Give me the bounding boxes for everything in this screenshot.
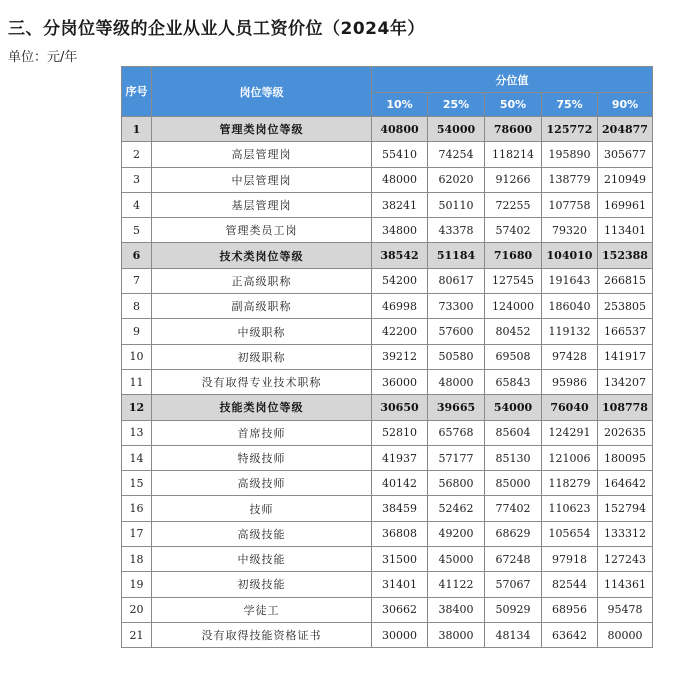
row-level-name: 没有取得专业技术职称 — [152, 369, 372, 394]
row-value-p10: 41937 — [372, 445, 428, 470]
row-value-p50: 65843 — [485, 369, 542, 394]
header-p50: 50% — [485, 93, 542, 117]
row-level-name: 基层管理岗 — [152, 192, 372, 217]
row-value-p10: 46998 — [372, 294, 428, 319]
row-value-p90: 253805 — [598, 294, 653, 319]
row-number: 2 — [122, 142, 152, 167]
row-value-p75: 105654 — [542, 521, 598, 546]
row-value-p50: 91266 — [485, 167, 542, 192]
row-value-p75: 186040 — [542, 294, 598, 319]
row-value-p75: 191643 — [542, 268, 598, 293]
row-number: 8 — [122, 294, 152, 319]
row-value-p25: 57177 — [428, 445, 485, 470]
row-level-name: 首席技师 — [152, 420, 372, 445]
table-body — [122, 117, 653, 648]
row-value-p10: 55410 — [372, 142, 428, 167]
row-value-p10: 31500 — [372, 547, 428, 572]
page-title: 三、分岗位等级的企业从业人员工资价位（2024年） — [8, 19, 425, 39]
row-value-p50: 57067 — [485, 572, 542, 597]
row-value-p75: 97918 — [542, 547, 598, 572]
row-value-p75: 119132 — [542, 319, 598, 344]
row-level-name: 学徒工 — [152, 597, 372, 622]
row-level-name: 没有取得技能资格证书 — [152, 622, 372, 647]
row-value-p50: 69508 — [485, 344, 542, 369]
row-number: 1 — [122, 117, 152, 142]
row-value-p25: 39665 — [428, 395, 485, 420]
table-category-row — [122, 117, 653, 142]
row-value-p75: 82544 — [542, 572, 598, 597]
row-number: 13 — [122, 420, 152, 445]
row-value-p10: 36808 — [372, 521, 428, 546]
row-value-p25: 48000 — [428, 369, 485, 394]
row-number: 18 — [122, 547, 152, 572]
row-number: 11 — [122, 369, 152, 394]
row-value-p90: 108778 — [598, 395, 653, 420]
row-value-p25: 45000 — [428, 547, 485, 572]
row-value-p50: 48134 — [485, 622, 542, 647]
table-row — [122, 268, 653, 293]
row-value-p50: 124000 — [485, 294, 542, 319]
row-value-p25: 38400 — [428, 597, 485, 622]
row-value-p10: 38542 — [372, 243, 428, 268]
row-value-p10: 39212 — [372, 344, 428, 369]
header-level: 岗位等级 — [152, 67, 372, 117]
row-value-p50: 57402 — [485, 218, 542, 243]
row-value-p50: 78600 — [485, 117, 542, 142]
header-percentile-group: 分位值 — [372, 67, 653, 93]
row-value-p50: 71680 — [485, 243, 542, 268]
table-row — [122, 319, 653, 344]
row-value-p25: 54000 — [428, 117, 485, 142]
table-row — [122, 622, 653, 647]
row-number: 20 — [122, 597, 152, 622]
row-value-p90: 141917 — [598, 344, 653, 369]
row-value-p25: 50580 — [428, 344, 485, 369]
row-value-p25: 51184 — [428, 243, 485, 268]
row-value-p75: 104010 — [542, 243, 598, 268]
row-value-p25: 49200 — [428, 521, 485, 546]
table-row — [122, 572, 653, 597]
row-level-name: 管理类员工岗 — [152, 218, 372, 243]
row-number: 7 — [122, 268, 152, 293]
row-value-p75: 110623 — [542, 496, 598, 521]
row-value-p90: 80000 — [598, 622, 653, 647]
row-value-p75: 63642 — [542, 622, 598, 647]
table-category-row — [122, 243, 653, 268]
row-value-p75: 121006 — [542, 445, 598, 470]
table-row — [122, 218, 653, 243]
row-value-p50: 50929 — [485, 597, 542, 622]
row-number: 21 — [122, 622, 152, 647]
row-value-p75: 125772 — [542, 117, 598, 142]
table-row — [122, 369, 653, 394]
row-level-name: 中级职称 — [152, 319, 372, 344]
row-value-p10: 52810 — [372, 420, 428, 445]
row-value-p10: 36000 — [372, 369, 428, 394]
row-value-p25: 80617 — [428, 268, 485, 293]
row-level-name: 副高级职称 — [152, 294, 372, 319]
row-level-name: 高级技师 — [152, 471, 372, 496]
row-value-p90: 95478 — [598, 597, 653, 622]
row-value-p25: 43378 — [428, 218, 485, 243]
row-level-name: 初级职称 — [152, 344, 372, 369]
row-value-p50: 67248 — [485, 547, 542, 572]
row-level-name: 初级技能 — [152, 572, 372, 597]
row-value-p75: 118279 — [542, 471, 598, 496]
table-row — [122, 496, 653, 521]
row-value-p90: 180095 — [598, 445, 653, 470]
table-row — [122, 471, 653, 496]
table-header — [122, 67, 653, 117]
row-value-p90: 169961 — [598, 192, 653, 217]
row-value-p25: 57600 — [428, 319, 485, 344]
row-level-name: 技能类岗位等级 — [152, 395, 372, 420]
row-value-p75: 107758 — [542, 192, 598, 217]
row-number: 19 — [122, 572, 152, 597]
row-value-p25: 65768 — [428, 420, 485, 445]
header-p75: 75% — [542, 93, 598, 117]
row-value-p75: 97428 — [542, 344, 598, 369]
row-number: 15 — [122, 471, 152, 496]
row-value-p50: 118214 — [485, 142, 542, 167]
row-value-p90: 166537 — [598, 319, 653, 344]
row-level-name: 管理类岗位等级 — [152, 117, 372, 142]
header-p90: 90% — [598, 93, 653, 117]
row-value-p10: 38241 — [372, 192, 428, 217]
table-row — [122, 547, 653, 572]
row-value-p50: 72255 — [485, 192, 542, 217]
row-value-p50: 85000 — [485, 471, 542, 496]
row-value-p75: 195890 — [542, 142, 598, 167]
row-value-p25: 62020 — [428, 167, 485, 192]
row-value-p10: 38459 — [372, 496, 428, 521]
row-number: 10 — [122, 344, 152, 369]
row-value-p90: 266815 — [598, 268, 653, 293]
row-value-p10: 30662 — [372, 597, 428, 622]
row-level-name: 正高级职称 — [152, 268, 372, 293]
header-seq: 序号 — [122, 67, 152, 117]
table-row — [122, 142, 653, 167]
row-value-p25: 50110 — [428, 192, 485, 217]
header-p10: 10% — [372, 93, 428, 117]
header-p25: 25% — [428, 93, 485, 117]
table-row — [122, 344, 653, 369]
row-value-p90: 204877 — [598, 117, 653, 142]
row-level-name: 中层管理岗 — [152, 167, 372, 192]
row-value-p25: 56800 — [428, 471, 485, 496]
row-value-p90: 210949 — [598, 167, 653, 192]
row-value-p10: 42200 — [372, 319, 428, 344]
row-value-p90: 305677 — [598, 142, 653, 167]
row-value-p90: 134207 — [598, 369, 653, 394]
row-value-p10: 30000 — [372, 622, 428, 647]
row-number: 6 — [122, 243, 152, 268]
row-value-p10: 31401 — [372, 572, 428, 597]
row-level-name: 中级技能 — [152, 547, 372, 572]
row-level-name: 特级技师 — [152, 445, 372, 470]
row-number: 9 — [122, 319, 152, 344]
wage-table — [121, 66, 653, 648]
row-number: 5 — [122, 218, 152, 243]
row-value-p50: 127545 — [485, 268, 542, 293]
row-value-p10: 34800 — [372, 218, 428, 243]
table-row — [122, 420, 653, 445]
row-value-p25: 38000 — [428, 622, 485, 647]
row-level-name: 高层管理岗 — [152, 142, 372, 167]
table-row — [122, 597, 653, 622]
row-level-name: 技师 — [152, 496, 372, 521]
row-value-p75: 68956 — [542, 597, 598, 622]
row-value-p75: 124291 — [542, 420, 598, 445]
table-row — [122, 192, 653, 217]
row-level-name: 技术类岗位等级 — [152, 243, 372, 268]
row-number: 16 — [122, 496, 152, 521]
row-value-p25: 73300 — [428, 294, 485, 319]
row-value-p50: 54000 — [485, 395, 542, 420]
row-value-p90: 114361 — [598, 572, 653, 597]
row-value-p50: 85604 — [485, 420, 542, 445]
table-row — [122, 167, 653, 192]
row-level-name: 高级技能 — [152, 521, 372, 546]
row-value-p90: 202635 — [598, 420, 653, 445]
row-value-p50: 77402 — [485, 496, 542, 521]
row-number: 14 — [122, 445, 152, 470]
row-number: 3 — [122, 167, 152, 192]
table-row — [122, 294, 653, 319]
row-number: 17 — [122, 521, 152, 546]
row-value-p90: 127243 — [598, 547, 653, 572]
row-value-p10: 40142 — [372, 471, 428, 496]
row-value-p10: 30650 — [372, 395, 428, 420]
row-value-p25: 41122 — [428, 572, 485, 597]
row-value-p75: 76040 — [542, 395, 598, 420]
row-value-p90: 152794 — [598, 496, 653, 521]
row-value-p75: 95986 — [542, 369, 598, 394]
table-category-row — [122, 395, 653, 420]
table-row — [122, 445, 653, 470]
unit-label: 单位：元/年 — [8, 50, 78, 65]
row-value-p10: 40800 — [372, 117, 428, 142]
row-value-p50: 68629 — [485, 521, 542, 546]
row-value-p75: 138779 — [542, 167, 598, 192]
row-value-p25: 52462 — [428, 496, 485, 521]
row-value-p25: 74254 — [428, 142, 485, 167]
table-row — [122, 521, 653, 546]
row-value-p50: 85130 — [485, 445, 542, 470]
row-value-p90: 113401 — [598, 218, 653, 243]
row-number: 12 — [122, 395, 152, 420]
row-value-p75: 79320 — [542, 218, 598, 243]
row-value-p10: 48000 — [372, 167, 428, 192]
row-value-p10: 54200 — [372, 268, 428, 293]
row-number: 4 — [122, 192, 152, 217]
row-value-p90: 133312 — [598, 521, 653, 546]
row-value-p90: 164642 — [598, 471, 653, 496]
row-value-p90: 152388 — [598, 243, 653, 268]
row-value-p50: 80452 — [485, 319, 542, 344]
